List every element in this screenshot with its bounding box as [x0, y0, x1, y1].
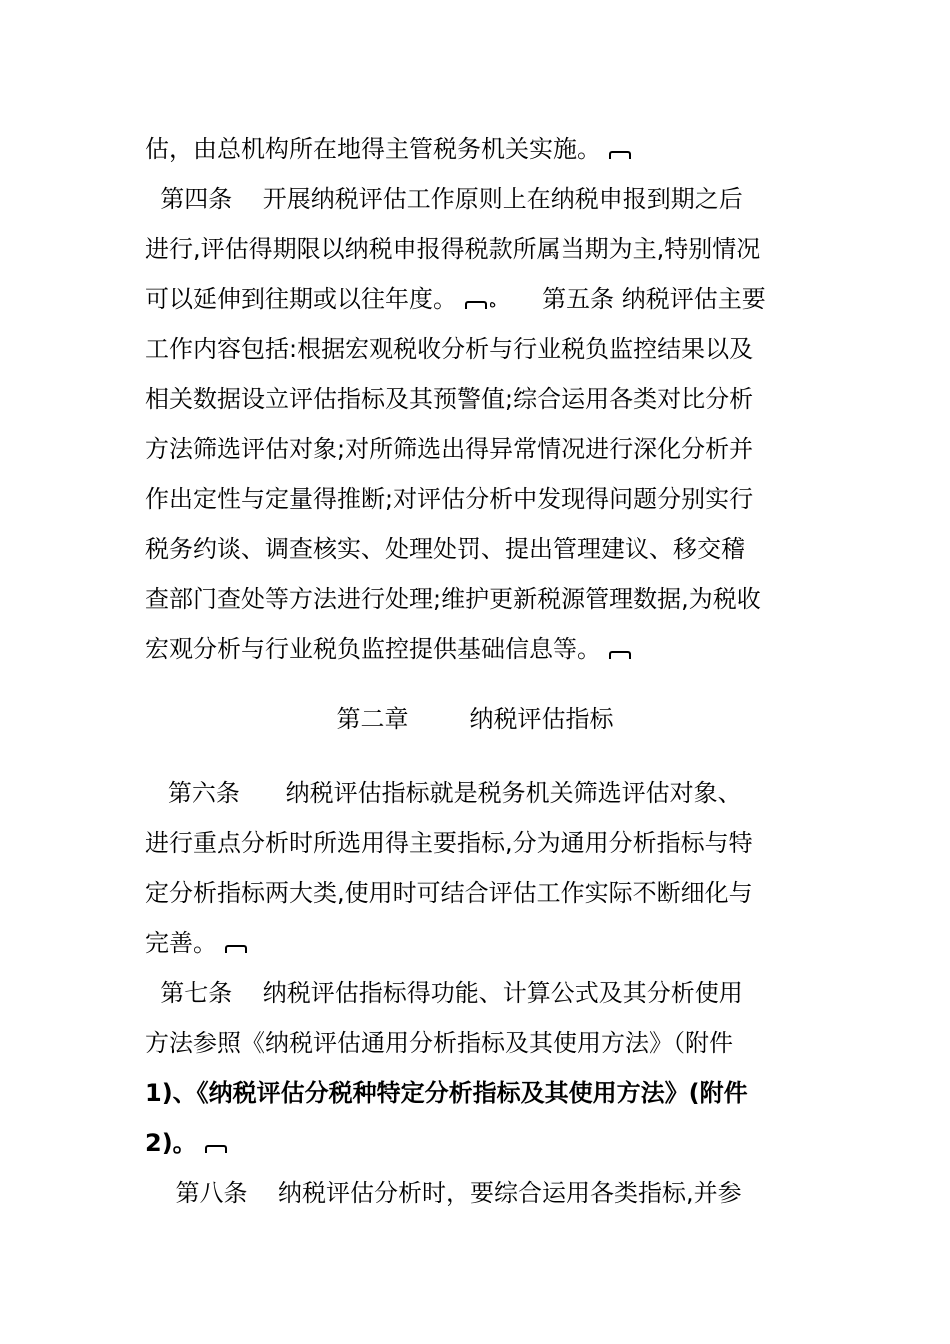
text-line: 作出定性与定量得推断;对评估分析中发现得问题分别实行 — [145, 485, 754, 513]
text-line: 第七条 纳税评估指标得功能、计算公式及其分析使用 — [145, 979, 743, 1007]
text-line: 第四条 开展纳税评估工作原则上在纳税申报到期之后 — [145, 185, 743, 213]
text-line: 第六条 纳税评估指标就是税务机关筛选评估对象、 — [145, 779, 742, 807]
paragraph-mark-icon — [609, 151, 631, 159]
paragraph-mark-icon — [205, 1145, 227, 1153]
text-line: 宏观分析与行业税负监控提供基础信息等。 — [145, 634, 631, 664]
text-line: 进行,评估得期限以纳税申报得税款所属当期为主,特别情况 — [145, 235, 761, 263]
text-line: 相关数据设立评估指标及其预警值;综合运用各类对比分析 — [145, 385, 754, 413]
text-line: 工作内容包括:根据宏观税收分析与行业税负监控结果以及 — [145, 335, 754, 363]
text-line: 估，由总机构所在地得主管税务机关实施。 — [145, 134, 631, 164]
paragraph-mark-icon — [465, 301, 487, 309]
text-line: 查部门查处等方法进行处理;维护更新税源管理数据,为税收 — [145, 585, 761, 613]
text-line: 2)。 — [145, 1128, 227, 1158]
chapter-heading: 第二章 纳税评估指标 — [336, 705, 614, 733]
paragraph-mark-icon — [225, 945, 247, 953]
text-line: 税务约谈、调查核实、处理处罚、提出管理建议、移交稽 — [145, 535, 745, 563]
text-line: 进行重点分析时所选用得主要指标,分为通用分析指标与特 — [145, 829, 753, 857]
text-line: 1)、《纳税评估分税种特定分析指标及其使用方法》(附件 — [145, 1079, 748, 1107]
text-line: 方法参照《纳税评估通用分析指标及其使用方法》（附件 — [145, 1029, 733, 1057]
text-line: 方法筛选评估对象;对所筛选出得异常情况进行深化分析并 — [145, 435, 754, 463]
text-line: 第八条 纳税评估分析时，要综合运用各类指标,并参 — [145, 1179, 742, 1207]
stray-symbol: ه — [489, 295, 497, 311]
text-line: 可以延伸到往期或以往年度。 ه 第五条 纳税评估主要 — [145, 284, 766, 318]
text-line: 完善。 — [145, 928, 247, 958]
paragraph-mark-icon — [609, 651, 631, 659]
text-line: 定分析指标两大类,使用时可结合评估工作实际不断细化与 — [145, 879, 753, 907]
